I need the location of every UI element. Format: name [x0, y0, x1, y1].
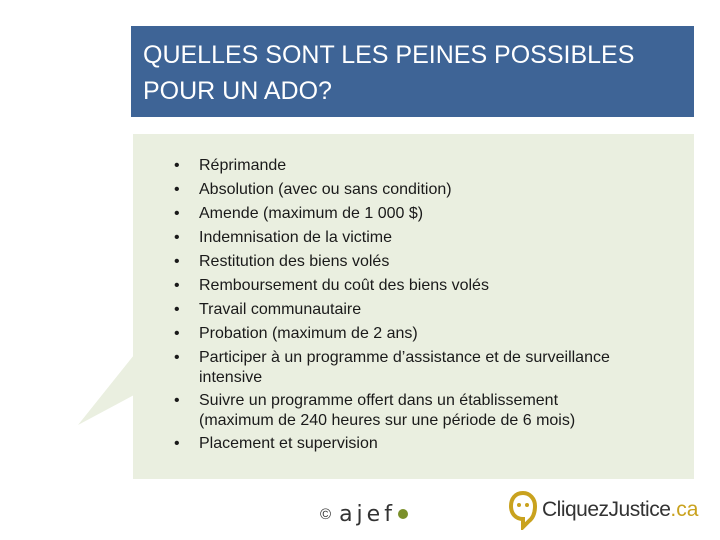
list-item: • Restitution des biens volés: [174, 250, 684, 274]
ajef-dot-icon: [398, 509, 408, 519]
bullet-icon: •: [174, 205, 180, 222]
bullet-icon: •: [174, 181, 180, 198]
bullet-icon: •: [174, 229, 180, 246]
bullet-icon: •: [174, 157, 180, 174]
list-item: • Suivre un programme offert dans un établissement (maximum de 240 heures sur une période de 6 mois): [174, 389, 684, 432]
ajef-logo: [320, 496, 408, 532]
bullet-icon: •: [174, 253, 180, 270]
bullet-icon: •: [174, 435, 180, 452]
list-item: • Remboursement du coût des biens volés: [174, 274, 684, 298]
list-item: • Placement et supervision: [174, 432, 684, 456]
slide-title-line-2: POUR UN ADO?: [143, 77, 332, 105]
slide-title: [131, 26, 694, 117]
slide-title-line-1: QUELLES SONT LES PEINES POSSIBLES: [143, 41, 635, 69]
bullet-icon: •: [174, 325, 180, 342]
ajef-logo-text: ajef: [339, 501, 396, 527]
bullet-icon: •: [174, 392, 180, 409]
list-item: • Réprimande: [174, 154, 684, 178]
list-item: • Probation (maximum de 2 ans): [174, 322, 684, 346]
cliquezjustice-logo: [508, 490, 698, 530]
cliquezjustice-brand: CliquezJustice: [542, 498, 671, 521]
copyright-symbol: ©: [320, 505, 332, 523]
bullet-icon: •: [174, 301, 180, 318]
list-item: • Travail communautaire: [174, 298, 684, 322]
cliquezjustice-tld: .ca: [670, 498, 699, 521]
list-item: • Participer à un programme d’assistance et de surveillance intensive: [174, 346, 684, 389]
list-item: • Absolution (avec ou sans condition): [174, 178, 684, 202]
penalties-list: [174, 154, 684, 456]
list-item: • Indemnisation de la victime: [174, 226, 684, 250]
cliquezjustice-mark-icon: [508, 490, 538, 530]
bullet-icon: •: [174, 349, 180, 366]
list-item: • Amende (maximum de 1 000 $): [174, 202, 684, 226]
bullet-icon: •: [174, 277, 180, 294]
